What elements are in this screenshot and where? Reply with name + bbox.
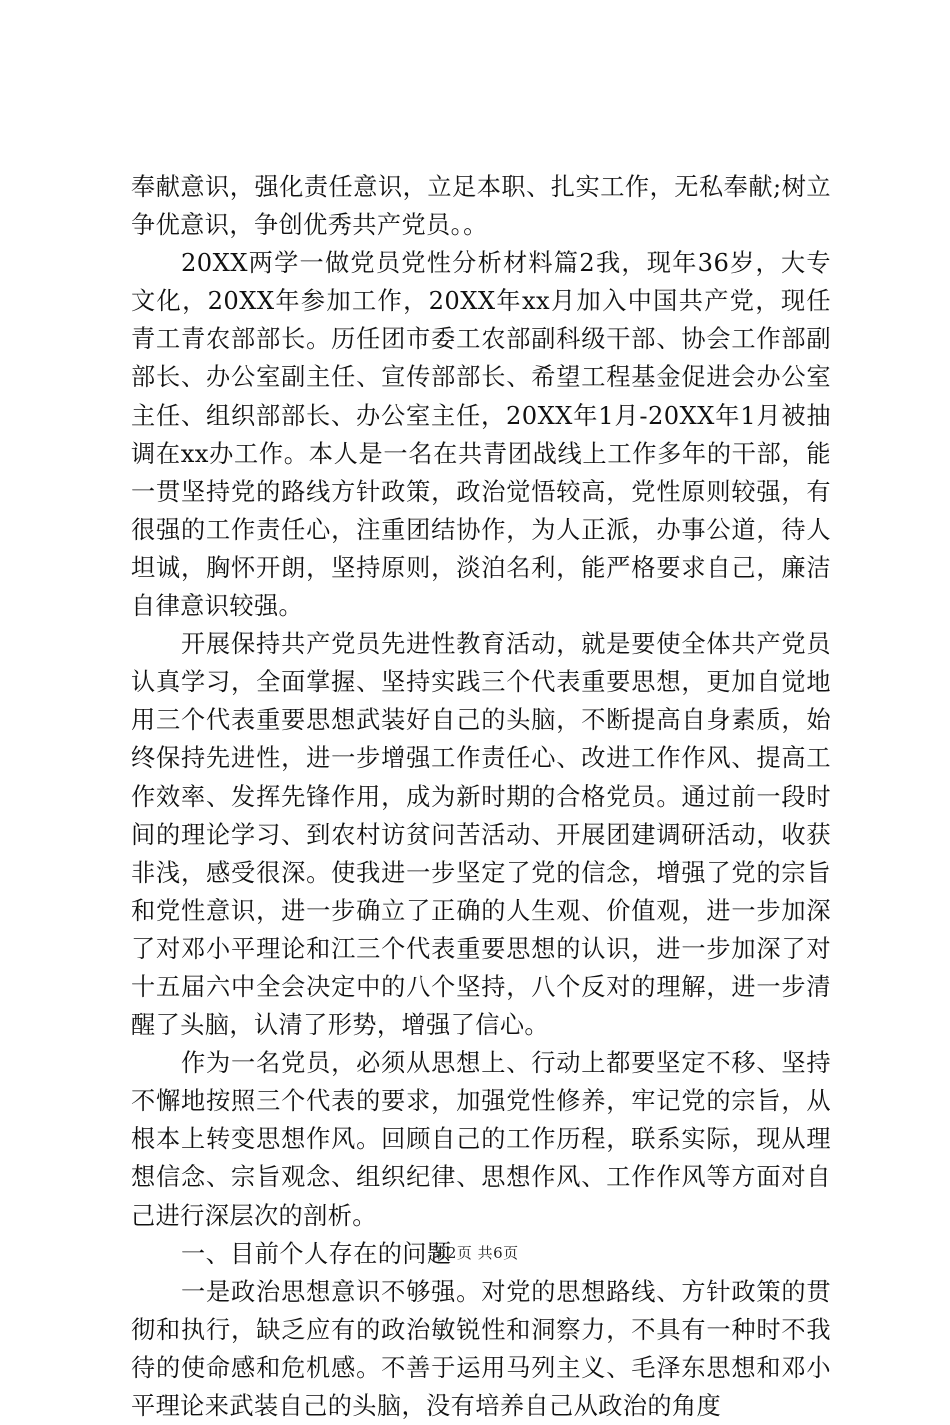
section-heading: 一、目前个人存在的问题 [181,1239,452,1268]
document-body [131,168,831,1425]
page-number-footer: 第2页 共6页 [431,1244,519,1262]
paragraph-problem-one: 一是政治思想意识不够强。对党的思想路线、方针政策的贯彻和执行，缺乏应有的政治敏锐性和洞察力，不具有一种时不我待的使命感和危机感。不善于运用马列主义、毛泽东思想和邓小平理论来武装自己的头脑，没有培养自己从政治的角度 [131,1277,831,1420]
paragraph-party-member-duty: 作为一名党员，必须从思想上、行动上都要坚定不移、坚持不懈地按照三个代表的要求，加强党性修养，牢记党的宗旨，从根本上转变思想作风。回顾自己的工作历程，联系实际，现从理想信念、宗旨观念、组织纪律、思想作风、工作作风等方面对自己进行深层次的剖析。 [131,1049,831,1230]
paragraph-continuation: 奉献意识，强化责任意识，立足本职、扎实工作，无私奉献;树立争优意识，争创优秀共产党员。。 [131,173,831,240]
paragraph-education-activity: 开展保持共产党员先进性教育活动，就是要使全体共产党员认真学习，全面掌握、坚持实践三个代表重要思想，更加自觉地用三个代表重要思想武装好自己的头脑，不断提高自身素质，始终保持先进性，进一步增强工作责任心、改进工作作风、提高工作效率、发挥先锋作用，成为新时期的合格党员。通过前一段时间的理论学习、到农村访贫问苦活动、开展团建调研活动，收获非浅，感受很深。使我进一步坚定了党的信念，增强了党的宗旨和党性意识，进一步确立了正确的人生观、价值观，进一步加深了对邓小平理论和江三个代表重要思想的认识，进一步加深了对十五届六中全会决定中的八个坚持，八个反对的理解，进一步清醒了头脑，认清了形势，增强了信心。 [131,630,831,1040]
paragraph-self-introduction: 20XX两学一做党员党性分析材料篇2我，现年36岁，大专文化，20XX年参加工作，20XX年xx月加入中国共产党，现任青工青农部部长。历任团市委工农部副科级干部、协会工作部副部长、办公室副主任、宣传部部长、希望工程基金促进会办公室主任、组织部部长、办公室主任，20XX年1月-20XX年1月被抽调在xx办工作。本人是一名在共青团战线上工作多年的干部，能一贯坚持党的路线方针政策，政治觉悟较高，党性原则较强，有很强的工作责任心，注重团结协作，为人正派，办事公道，待人坦诚，胸怀开朗，坚持原则，淡泊名利，能严格要求自己，廉洁自律意识较强。 [131,249,831,621]
